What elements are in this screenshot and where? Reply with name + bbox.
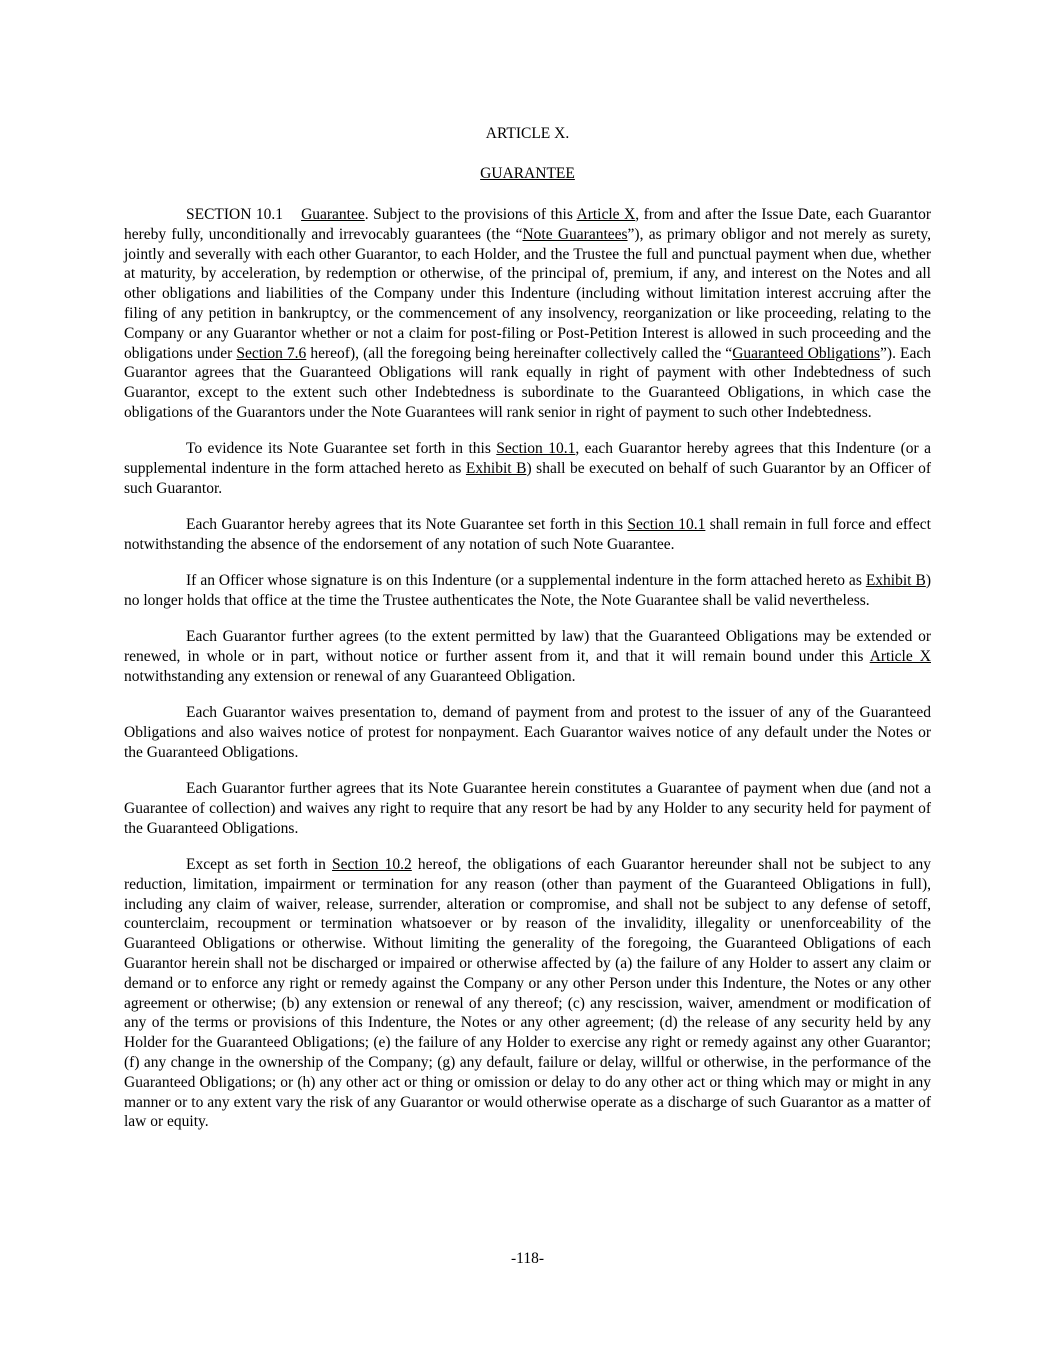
paragraph-text: , each Guarantor hereby agrees that this Indenture (or a supplemental indenture in the form attached hereto as [124,440,931,478]
page-number: -118- [511,1250,544,1267]
cross-reference: Section 10.2 [332,856,412,874]
cross-reference: Guarantee [301,206,365,223]
cross-reference: Section 7.6 [236,344,307,362]
article-heading: ARTICLE X. [485,125,570,142]
paragraph [124,515,931,555]
cross-reference: Exhibit B [465,460,527,478]
paragraph [124,439,931,498]
paragraph-text: Each Guarantor waives presentation to, demand of payment from and protest to the issuer of any of the Guaranteed Obligations and also waives notice of protest for nonpayment. Each Guarantor waives notice of any default under the Notes or the Guaranteed Obligations. [124,704,931,761]
paragraph-text: To evidence its Note Guarantee set forth in this [186,440,497,458]
cross-reference: Article X [869,648,931,666]
cross-reference: Article X [576,206,636,223]
paragraph [124,571,931,611]
paragraph-text: hereof, the obligations of each Guarantor hereunder shall not be subject to any reduction, limitation, impairment or termination for any reason (other than payment of the Guaranteed Obligations in full), including any claim of waiver, release, surrender, alteration or compromise, and shall not be subject to any defense of setoff, counterclaim, recoupment or termination whatsoever or by reason of the invalidity, illegality or unenforceability of the Guaranteed Obligations or otherwise. Without limiting the generality of the foregoing, the Guaranteed Obligations of each Guarantor herein shall not be discharged or impaired or otherwise affected by (a) the failure of any Holder to assert any claim or demand or to enforce any right or remedy against the Company or any other Person under this Indenture, the Notes or any other agreement or otherwise; (b) any extension or renewal of any thereof; (c) any rescission, waiver, amendment or modification of any of the terms or provisions of this Indenture, the Notes or any other agreement; (d) the release of any security held by any Holder for the Guaranteed Obligations; (e) the failure of any Holder to exercise any right or remedy against any other Guarantor; (f) any change in the ownership of the Company; (g) any default, failure or delay, willful or otherwise, in the performance of the Guaranteed Obligations; or (h) any other act or thing or omission or delay to do any other act or thing which may or might in any manner or to any extent vary the risk of any Guarantor or would otherwise operate as a discharge of such Guarantor as a matter of law or equity. [124,856,931,1131]
paragraph-text: ”). Each Guarantor agrees that the Guaranteed Obligations will rank equally in right of payment with other Indebtedness of such Guarantor, except to the extent such other Indebtedness is subordinate to the Guaranteed Obligations, in which case the obligations of the Guarantors under the Note Guarantees will rank senior in right of payment to such other Indebtedness. [124,344,931,421]
paragraph [124,205,931,423]
article-title [124,164,931,184]
paragraph [124,703,931,762]
paragraph-text: , from and after the Issue Date, each Guarantor hereby fully, unconditionally and irrevocably guarantees (the “ [124,206,932,243]
article-title-text: GUARANTEE [480,165,575,182]
cross-reference: Section 10.1 [627,516,706,534]
document-page [124,0,931,1365]
article-body [124,205,931,1149]
paragraph-text: ) no longer holds that office at the time the Trustee authenticates the Note, the Note Guarantee shall be valid nevertheless. [124,572,931,610]
paragraph-text: notwithstanding any extension or renewal of any Guaranteed Obligation. [124,667,576,685]
paragraph-text: Each Guarantor hereby agrees that its Note Guarantee set forth in this [186,516,628,534]
paragraph [124,627,931,686]
cross-reference: Section 10.1 [496,440,576,458]
paragraph-text: shall remain in full force and effect notwithstanding the absence of the endorsement of any notation of such Note Guarantee. [124,516,931,553]
paragraph-text: Each Guarantor further agrees that its Note Guarantee herein constitutes a Guarantee of payment when due (and not a Guarantee of collection) and waives any right to require that any resort be had by any Holder to any security held for payment of the Guaranteed Obligations. [124,780,931,837]
cross-reference: Exhibit B [865,572,926,590]
paragraph-text: Each Guarantor further agrees (to the extent permitted by law) that the Guaranteed Obligations may be extended or renewed, in whole or in part, without notice or further assent from it, and that it will remain bound under this [124,628,931,666]
paragraph-text: Except as set forth in [186,856,333,874]
cross-reference: Guaranteed Obligations [732,344,881,362]
paragraph-text: . Subject to the provisions of this [364,206,577,223]
paragraph [124,855,931,1132]
paragraph-text: hereof), (all the foregoing being hereinafter collectively called the “ [306,344,733,362]
paragraph [124,779,931,838]
paragraph-text: ) shall be executed on behalf of such Guarantor by an Officer of such Guarantor. [124,460,932,497]
cross-reference: Note Guarantees [522,225,628,243]
paragraph-text: ”), as primary obligor and not merely as surety, jointly and severally with each other Guarantor, to each Holder, and the Trustee the full and punctual payment when due, whether at maturity, by acceleration, by redemption or otherwise, of the principal of, premium, if any, and interest on the Notes and all other obligations and liabilities of the Company under this Indenture (including without limitation interest accruing after the filing of any petition in bankruptcy, or the commencement of any insolvency, reorganization or like proceeding, relating to the Company or any Guarantor whether or not a claim for post-filing or Post-Petition Interest is allowed in such proceeding and the obligations under [124,225,931,362]
paragraph-text: SECTION 10.1 [186,206,284,223]
paragraph-text: If an Officer whose signature is on this Indenture (or a supplemental indenture in the form attached hereto as [186,572,866,590]
